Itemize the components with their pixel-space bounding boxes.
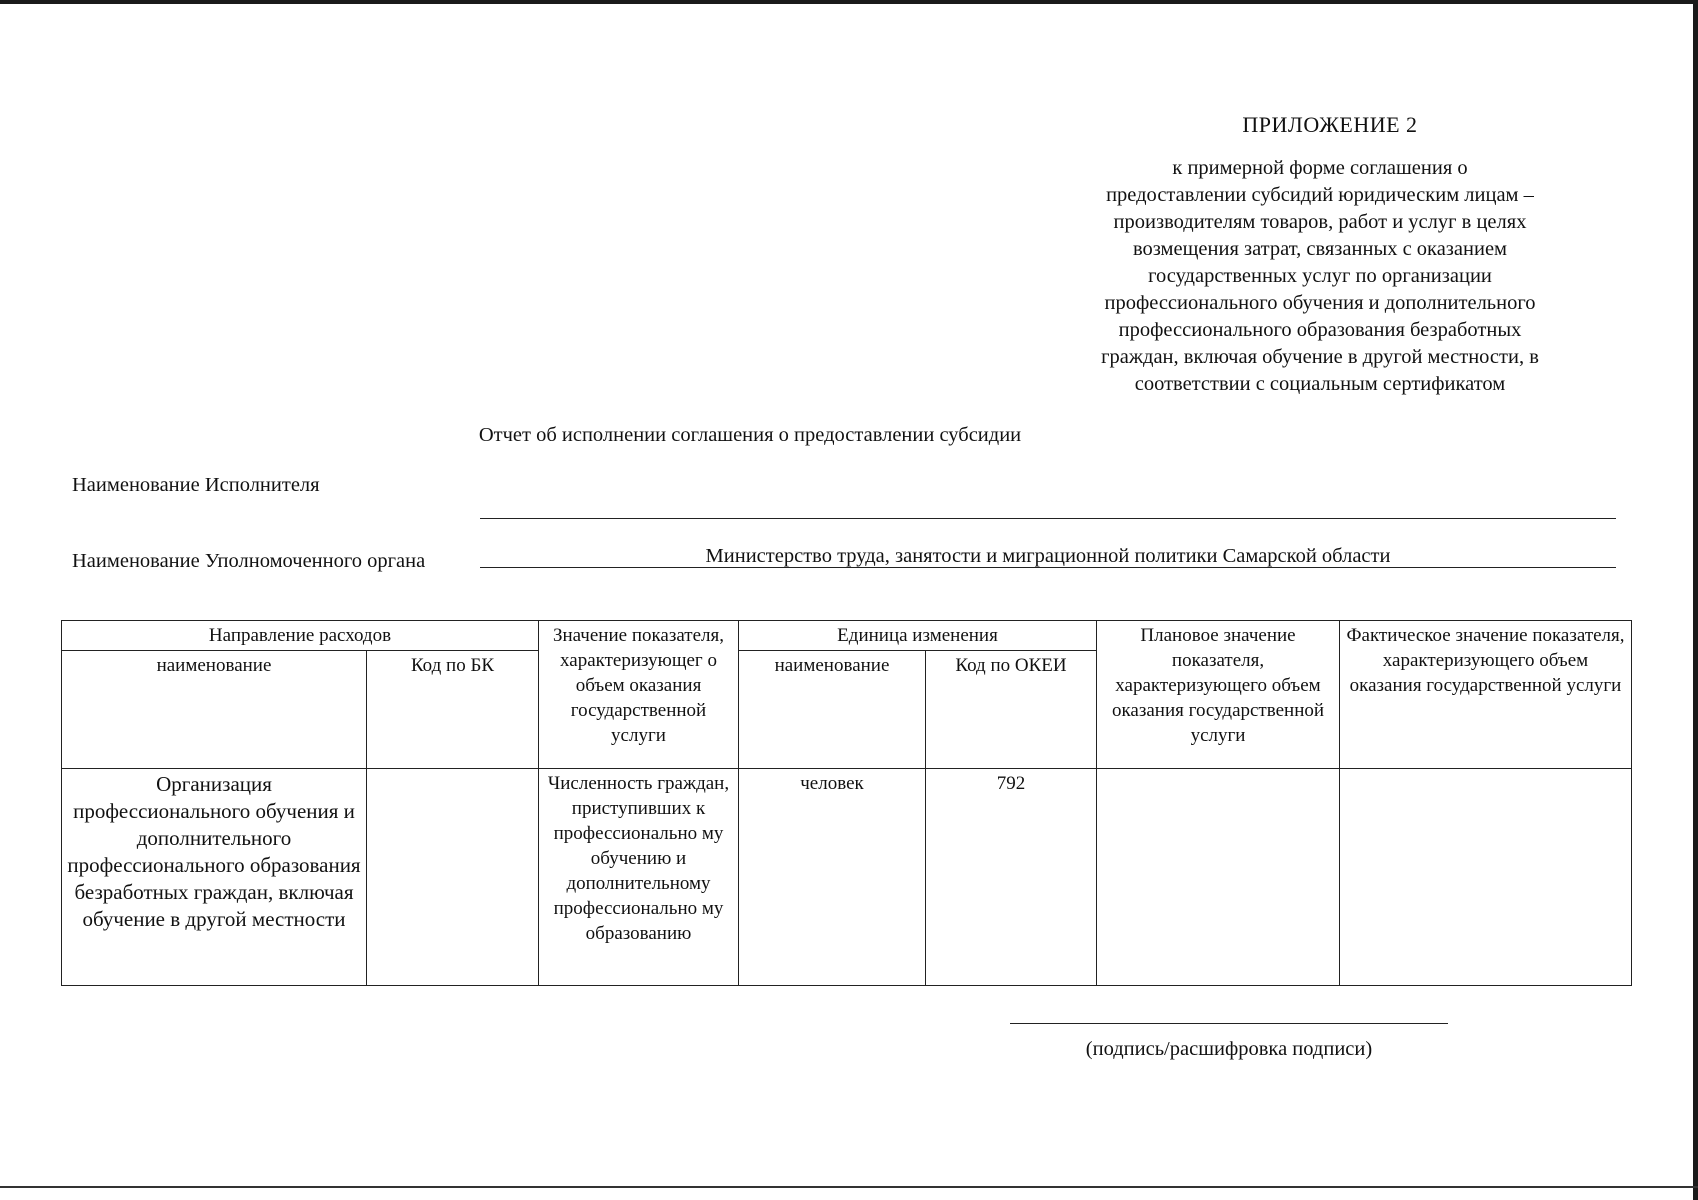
authority-value: Министерство труда, занятости и миграционной политики Самарской области	[705, 545, 1391, 567]
appendix-caption-line: возмещения затрат, связанных с оказанием	[1132, 238, 1508, 260]
scan-edge-bottom	[0, 1186, 1698, 1188]
appendix-caption-line: профессионального обучения и дополнительного	[1104, 292, 1536, 314]
appendix-caption-line: граждан, включая обучение в другой местности, в	[1101, 346, 1539, 368]
cell-planned-value	[1097, 769, 1340, 986]
scan-edge-top	[0, 0, 1698, 4]
report-title: Отчет об исполнении соглашения о предоставлении субсидии	[478, 424, 1022, 446]
appendix-caption-line: производителям товаров, работ и услуг в целях	[1113, 211, 1527, 233]
header-indicator: Значение показателя, характеризующег о объем оказания государственной услуги	[539, 621, 739, 769]
cell-actual-value	[1340, 769, 1632, 986]
appendix-caption-line: к примерной форме соглашения о	[1172, 157, 1468, 179]
table-row	[62, 769, 1632, 986]
header-expense-name: наименование	[62, 651, 367, 769]
scan-edge-right	[1693, 0, 1698, 1200]
appendix-caption-line: соответствии с социальным сертификатом	[1134, 373, 1506, 395]
cell-expense-name: Организация профессионального обучения и дополнительного профессионального образования безработных граждан, включая обучение в другой местности	[62, 769, 367, 986]
header-unit-name: наименование	[739, 651, 926, 769]
appendix-title: ПРИЛОЖЕНИЕ 2	[1242, 112, 1418, 137]
header-unit: Единица изменения	[739, 621, 1097, 651]
appendix-caption-line: государственных услуг по организации	[1148, 265, 1492, 287]
appendix-caption	[1055, 155, 1585, 398]
signature-caption: (подпись/расшифровка подписи)	[1085, 1038, 1373, 1060]
report-table	[61, 620, 1632, 986]
appendix-caption-line: предоставлении субсидий юридическим лицам –	[1106, 184, 1534, 206]
authority-line	[480, 567, 1616, 568]
cell-indicator: Численность граждан, приступивших к профессионально му обучению и дополнительному профессионально му образованию	[539, 769, 739, 986]
cell-unit-code: 792	[926, 769, 1097, 986]
header-planned-value: Плановое значение показателя, характеризующего объем оказания государственной услуги	[1097, 621, 1340, 769]
executor-label: Наименование Исполнителя	[72, 474, 320, 496]
cell-expense-code	[367, 769, 539, 986]
executor-line	[480, 518, 1616, 519]
authority-label: Наименование Уполномоченного органа	[72, 550, 426, 572]
signature-line	[1010, 1023, 1448, 1024]
cell-unit-name: человек	[739, 769, 926, 986]
header-expense-code: Код по БК	[367, 651, 539, 769]
table-header-group-row	[62, 621, 1632, 651]
header-expense-direction: Направление расходов	[62, 621, 539, 651]
header-actual-value: Фактическое значение показателя, характеризующего объем оказания государственной услуги	[1340, 621, 1632, 769]
header-unit-code: Код по ОКЕИ	[926, 651, 1097, 769]
appendix-caption-line: профессионального образования безработных	[1118, 319, 1522, 341]
